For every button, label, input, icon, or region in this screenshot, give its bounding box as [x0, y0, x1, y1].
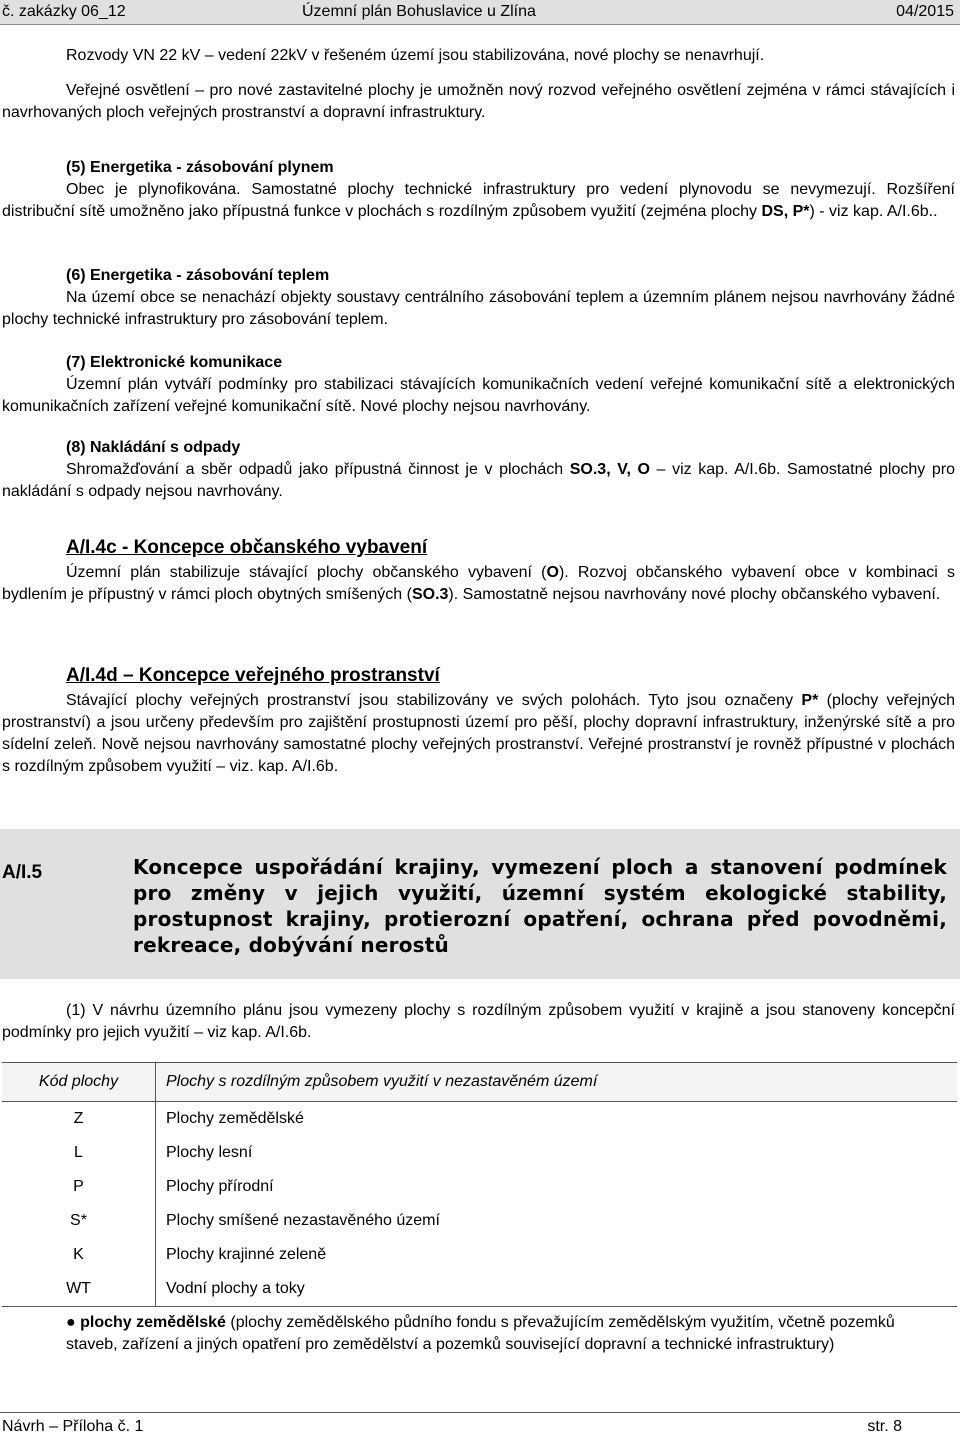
heading-plyn: (5) Energetika - zásobování plynem	[66, 159, 334, 176]
footer-document-label: Návrh – Příloha č. 1	[2, 1418, 144, 1435]
text-sec-4c-bold2: SO.3	[411, 586, 449, 603]
section-plyn	[2, 157, 955, 223]
table-header-row	[2, 1063, 957, 1102]
section-teplo	[2, 265, 955, 331]
bullet-bold-term: plochy zemědělské	[80, 1314, 226, 1331]
paragraph-navrh-text: (1) V návrhu územního plánu jsou vymezeny plochy s rozdílným způsobem využití v krajině a jsou stanoveny koncepční podmínky pro jejich využití – viz kap. A/I.6b.	[2, 1002, 955, 1041]
section-a-i-5-number: A/I.5	[2, 862, 43, 883]
bullet-dot-icon: ●	[66, 1314, 81, 1331]
table-row	[2, 1272, 957, 1307]
table-row	[2, 1170, 957, 1204]
table-cell-code: S*	[2, 1204, 156, 1238]
table-cell-description: Plochy smíšené nezastavěného území	[166, 1212, 440, 1229]
text-sec-4c-b: ). Rozvoj občanského vybavení obce v kombinaci s bydlením je přípustný v rámci ploch obytných smíšených (	[2, 564, 955, 603]
heading-odpady: (8) Nakládání s odpady	[66, 439, 241, 456]
table-row	[2, 1238, 957, 1272]
table-cell-description: Plochy lesní	[166, 1144, 253, 1161]
text-sec-4d-b: (plochy veřejných prostranství) a jsou určeny především pro zajištění prostupnosti území pro pěší, plochy dopravní infrastruktury, inženýrské sítě a pro sídelní zeleň. Nově nejsou navrhovány samostatné plochy veřejných prostranství. Veřejné prostranství je rovněž přípustné v plochách s rozdílným způsobem využití – viz. kap. A/I.6b.	[2, 692, 955, 775]
section-a-i-5-title: Koncepce uspořádání krajiny, vymezení ploch a stanovení podmínek pro změny v jejich využití, územní systém ekologické stability, prostupnost krajiny, protierozní opatření, ochrana před povodněmi, rekreace, dobývání nerostů	[133, 855, 947, 957]
table-cell-description: Plochy přírodní	[166, 1178, 274, 1195]
header-document-title: Územní plán Bohuslavice u Zlína	[302, 3, 536, 20]
text-odpady	[2, 459, 955, 503]
section-komunikace	[2, 352, 955, 418]
bullet-text: (plochy zemědělského půdního fondu s převažujícím zemědělským využitím, včetně pozemků staveb, zařízení a jiných opatření pro zemědělství a pozemků související dopravní a technické infrastruktury)	[66, 1314, 895, 1353]
text-plyn-bold: DS, P*	[761, 203, 810, 220]
land-use-codes-table	[2, 1062, 957, 1307]
paragraph-rozvody	[2, 45, 955, 67]
text-sec-4c-a: Územní plán stabilizuje stávající plochy občanského vybavení (	[66, 564, 547, 581]
table-cell-description: Plochy krajinné zeleně	[166, 1246, 327, 1263]
page-header	[0, 0, 960, 25]
paragraph-osvetleni-text: Veřejné osvětlení – pro nové zastavitelné plochy je umožněn nový rozvod veřejného osvětlení zejména v rámci stávajících i navrhovaných ploch veřejných prostranství a dopravní infrastruktury.	[2, 82, 955, 121]
text-komunikace-body: Územní plán vytváří podmínky pro stabilizaci stávajících komunikačních vedení veřejné komunikační sítě a elektronických komunikačních zařízení veřejné komunikační sítě. Nové plochy nejsou navrhovány.	[2, 376, 955, 415]
paragraph-rozvody-text: Rozvody VN 22 kV – vedení 22kV v řešeném území jsou stabilizována, nové plochy se nenavrhují.	[66, 47, 765, 64]
text-sec-4d	[2, 690, 955, 778]
text-sec-4c	[2, 562, 955, 606]
section-a-i-5-box	[0, 829, 960, 979]
footer-page-number: str. 8	[867, 1418, 902, 1435]
table-cell-description: Plochy zemědělské	[166, 1110, 304, 1127]
text-odpady-bold: SO.3, V, O	[569, 461, 650, 478]
table-cell-description: Vodní plochy a toky	[156, 1272, 958, 1307]
text-sec-4d-a: Stávající plochy veřejných prostranství jsou stabilizovány ve svých polohách. Tyto jsou označeny	[66, 692, 802, 709]
paragraph-navrh	[2, 1000, 955, 1044]
heading-teplo: (6) Energetika - zásobování teplem	[66, 267, 330, 284]
text-komunikace	[2, 374, 955, 418]
table-cell-code: P	[2, 1170, 156, 1204]
heading-sec-4c: A/I.4c - Koncepce občanského vybavení	[66, 537, 428, 558]
text-plyn-b: ) - viz kap. A/I.6b..	[809, 203, 938, 220]
text-plyn	[2, 179, 955, 223]
text-sec-4d-bold: P*	[801, 692, 819, 709]
text-sec-4c-c: ). Samostatně nejsou navrhovány nové plochy občanského vybavení.	[448, 586, 941, 603]
text-teplo	[2, 287, 955, 331]
text-sec-4c-bold1: O	[546, 564, 559, 581]
heading-sec-4d: A/I.4d – Koncepce veřejného prostranství	[66, 665, 440, 686]
heading-komunikace: (7) Elektronické komunikace	[66, 354, 283, 371]
header-date: 04/2015	[896, 3, 954, 20]
table-row	[2, 1204, 957, 1238]
section-odpady	[2, 437, 955, 503]
text-plyn-a: Obec je plynofikována. Samostatné plochy technické infrastruktury pro vedení plynovodu se nevymezují. Rozšíření distribuční sítě umožněno jako přípustná funkce v plochách s rozdílným způsobem využití (zejména plochy	[2, 181, 955, 220]
column-header-code: Kód plochy	[2, 1063, 156, 1102]
page-footer	[0, 1412, 960, 1439]
table-cell-code: Z	[2, 1102, 156, 1137]
table-row	[2, 1102, 957, 1137]
table-row	[2, 1136, 957, 1170]
table-cell-code: L	[2, 1136, 156, 1170]
table-cell-code: K	[2, 1238, 156, 1272]
bullet-plochy-zemedelske	[66, 1312, 946, 1356]
column-header-description: Plochy s rozdílným způsobem využití v nezastavěném území	[156, 1063, 958, 1102]
text-odpady-b: – viz kap. A/I.6b. Samostatné plochy pro nakládání s odpady nejsou navrhovány.	[2, 461, 956, 500]
text-teplo-body: Na území obce se nenachází objekty soustavy centrálního zásobování teplem a územním plánem nejsou navrhovány žádné plochy technické infrastruktury pro zásobování teplem.	[2, 289, 955, 328]
table-cell-code: WT	[2, 1272, 156, 1307]
header-contract-number: č. zakázky 06_12	[2, 3, 126, 20]
text-odpady-a: Shromažďování a sběr odpadů jako přípustná činnost je v plochách	[66, 461, 570, 478]
paragraph-osvetleni	[2, 80, 955, 124]
